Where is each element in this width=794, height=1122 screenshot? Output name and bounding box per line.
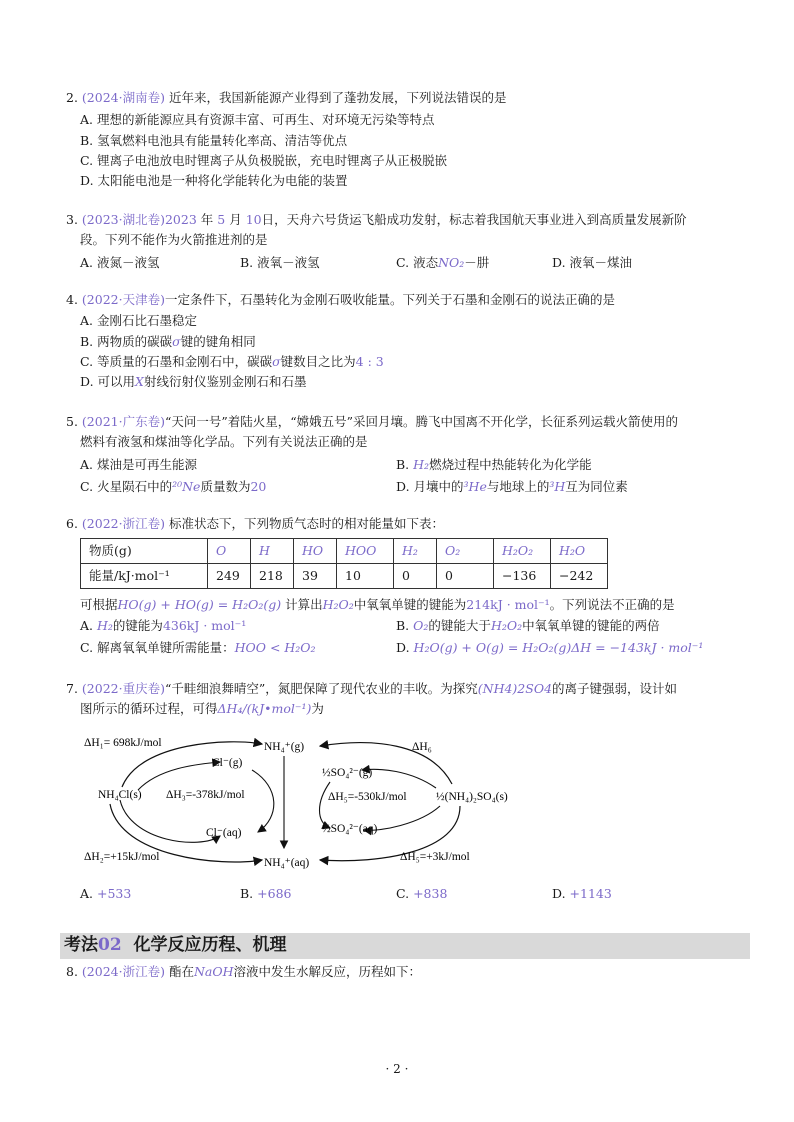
option-text: 的键能为: [112, 617, 163, 633]
year-number: 2023: [164, 212, 197, 227]
option-c: [396, 886, 447, 902]
question-6-stem: [66, 516, 746, 532]
question-source: (2024·湖南卷): [81, 90, 165, 105]
option-text: D. 月壤中的: [396, 478, 464, 494]
label-claq: Cl⁻(aq): [206, 827, 242, 839]
option-d: [396, 640, 703, 656]
option-c: [80, 479, 266, 495]
energy-table: [80, 538, 608, 589]
formula: H₂: [97, 617, 113, 633]
formula: (NH4)2SO4: [477, 681, 553, 696]
table-row: [81, 564, 608, 589]
table-cell: 218: [251, 564, 294, 589]
bond-energy: 436kJ · mol⁻¹: [162, 617, 247, 633]
label-so4aq: ½SO₄²⁻(aq): [322, 823, 378, 835]
arrow-nh4cl-claq: [120, 800, 220, 842]
option-text: 燃烧过程中热能转化为化学能: [429, 456, 592, 472]
option-d: [396, 479, 628, 495]
question-source: (2021·广东卷): [81, 414, 165, 429]
section-prefix: 考法: [64, 935, 98, 955]
option-label: A.: [80, 886, 94, 901]
table-cell: 物质(g): [81, 539, 208, 564]
label-dh5-mid: ΔH₅=-530kJ/mol: [328, 791, 407, 803]
formula: ³H: [549, 478, 566, 494]
question-source: (2022·重庆卷): [81, 681, 165, 696]
formula: ²⁰Ne: [172, 478, 201, 494]
formula: HOO < H₂O₂: [234, 639, 316, 655]
options-row-1: [66, 457, 746, 477]
options-row: [66, 255, 746, 275]
question-text: 酯在: [168, 964, 194, 979]
formula: NO₂: [438, 254, 465, 270]
question-number: 2.: [66, 90, 78, 105]
text: 计算出: [285, 597, 323, 613]
page-number: · 2 ·: [385, 1062, 409, 1076]
question-number: 5.: [66, 414, 78, 429]
option-text: C. 等质量的石墨和金刚石中，碳碳: [80, 353, 273, 369]
option-a: [80, 618, 246, 634]
option-text: C. 液态: [396, 254, 439, 270]
question-8-stem: [66, 964, 746, 980]
question-text: 近年来，我国新能源产业得到了蓬勃发展，下列说法错误的是: [168, 90, 507, 105]
option-text: 中氧氧单键的键能的两倍: [522, 617, 660, 633]
question-5: [66, 414, 746, 499]
option-text: B.: [396, 617, 410, 633]
question-source: (2022·天津卷): [81, 292, 165, 307]
option-a: A. 金刚石比石墨稳定: [80, 313, 197, 329]
question-number: 7.: [66, 681, 78, 696]
question-text: “千畦细浪舞晴空”，氮肥保障了现代农业的丰收。为探究: [164, 681, 478, 696]
section-header: [60, 933, 750, 959]
label-dh1: ΔH₁= 698kJ/mol: [84, 737, 162, 749]
formula: H₂O₂: [322, 597, 354, 613]
table-cell: 10: [337, 564, 394, 589]
question-number: 8.: [66, 964, 78, 979]
sigma-symbol: σ: [172, 333, 181, 349]
option-b: [396, 618, 660, 634]
table-cell: −136: [494, 564, 551, 589]
text: 可根据: [80, 597, 118, 613]
formula: ΔH₄/(kJ•mol⁻¹): [217, 701, 312, 717]
option-text: C. 火星陨石中的: [80, 478, 173, 494]
arrow-nh4cl-clg: [138, 762, 220, 790]
options-row-1: [66, 618, 746, 638]
table-cell: HOO: [337, 539, 394, 564]
option-text: 与地球上的: [486, 478, 550, 494]
formula: NaOH: [193, 964, 234, 979]
question-text: 图所示的循环过程，可得: [80, 701, 218, 717]
formula: H₂O₂: [490, 617, 523, 633]
text: 月: [229, 212, 242, 227]
label-dh2: ΔH₂=+15kJ/mol: [84, 851, 160, 863]
section-title-text: 化学反应历程、机理: [133, 935, 287, 955]
option-text: 键的键角相同: [180, 333, 256, 349]
table-cell: 能量/kJ·mol⁻¹: [81, 564, 208, 589]
option-text: －肼: [464, 254, 490, 270]
question-text: “天问一号”着陆火星，“嫦娥五号”采回月壤。腾飞中国离不开化学，长征系列运载火箭使用的: [164, 414, 679, 429]
table-cell: H₂: [394, 539, 437, 564]
question-text: 日，天舟六号货运飞船成功发射，标志着我国航天事业进入到高质量发展新阶: [261, 212, 687, 227]
table-header-row: [81, 539, 608, 564]
table-cell: HO: [294, 539, 337, 564]
question-7-stem: [66, 681, 746, 697]
label-dh6: ΔH₆: [412, 741, 432, 753]
table-cell: 0: [437, 564, 494, 589]
option-b: B. 氢氧燃料电池具有能量转化率高、清洁等优点: [80, 132, 348, 148]
arrow-so4g: [362, 769, 436, 788]
question-5-stem: [66, 414, 746, 430]
option-a: A. 理想的新能源应具有资源丰富、可再生、对环境无污染等特点: [80, 112, 435, 128]
ratio: 4 : 3: [355, 353, 384, 369]
label-dh5: ΔH₅=+3kJ/mol: [400, 851, 470, 863]
option-text: 质量数为: [200, 478, 251, 494]
option-label: C.: [396, 886, 410, 901]
question-3: [66, 212, 746, 275]
question-4: [66, 292, 746, 390]
option-d: D. 液氧－煤油: [552, 254, 633, 270]
section-title: [64, 934, 287, 956]
option-text: B.: [396, 456, 410, 472]
question-7-options: [66, 886, 746, 906]
label-dh3: ΔH₃=-378kJ/mol: [166, 789, 245, 801]
month-number: 5: [217, 212, 226, 227]
label-so4g: ½SO₄²⁻(g): [322, 767, 373, 779]
question-7: [66, 681, 746, 718]
table-cell: H₂O: [551, 539, 608, 564]
label-nh4aq: NH₄⁺(aq): [264, 857, 310, 869]
option-value: +533: [97, 886, 132, 901]
option-text: 的键能大于: [428, 617, 491, 633]
text: 。下列说法不正确的是: [549, 597, 675, 613]
question-3-stem-line-2: 段。下列不能作为火箭推进剂的是: [80, 232, 268, 248]
day-number: 10: [245, 212, 262, 227]
table-cell: 39: [294, 564, 337, 589]
option-c: [66, 354, 746, 370]
arrow-dh5mid: [320, 782, 331, 828]
option-b: [396, 457, 592, 473]
question-source: (2022·浙江卷): [81, 516, 165, 531]
sigma-symbol: σ: [272, 353, 281, 369]
option-a: [80, 886, 131, 902]
option-text: B. 两物质的碳碳: [80, 333, 173, 349]
formula: O₂: [413, 617, 429, 633]
option-label: D.: [552, 886, 566, 901]
label-nh42so4: ½(NH₄)₂SO₄(s): [436, 791, 508, 803]
option-text: D. 可以用: [80, 374, 136, 389]
option-c: [396, 255, 489, 271]
option-value: +686: [257, 886, 292, 901]
question-text: 一定条件下，石墨转化为金刚石吸收能量。下列关于石墨和金刚石的说法正确的是: [164, 292, 615, 307]
option-d: [66, 374, 746, 390]
option-text: A.: [80, 617, 94, 633]
option-text: 互为同位素: [565, 478, 628, 494]
table-cell: O₂: [437, 539, 494, 564]
formula: ³He: [463, 478, 487, 494]
option-c: [80, 640, 316, 656]
options-row-2: [66, 479, 746, 499]
question-2-stem: [66, 90, 746, 106]
option-text: D.: [396, 639, 410, 655]
thermochemical-cycle-diagram: [80, 732, 540, 872]
formula: X: [135, 374, 144, 389]
question-4-stem: [66, 292, 746, 308]
question-text: 标准状态下，下列物质气态时的相对能量如下表：: [168, 516, 444, 531]
option-text: 射线衍射仪鉴别金刚石和石墨: [143, 374, 307, 389]
label-nh4g: NH₄⁺(g): [264, 741, 305, 753]
section-number: 02: [98, 935, 122, 955]
question-5-stem-line-2: 燃料有液氢和煤油等化学品。下列有关说法正确的是: [80, 434, 368, 450]
table-cell: H: [251, 539, 294, 564]
option-value: +1143: [569, 886, 612, 901]
question-text: 溶液中发生水解反应，历程如下：: [233, 964, 422, 979]
option-text: C. 解离氧氧单键所需能量：: [80, 639, 235, 655]
question-number: 3.: [66, 212, 78, 227]
option-a: A. 液氮－液氢: [80, 254, 160, 270]
text: 年: [200, 212, 214, 227]
question-number: 6.: [66, 516, 78, 531]
question-source: (2024·浙江卷): [81, 964, 165, 979]
question-6: [66, 516, 746, 660]
question-text: 的离子键强弱，设计如: [552, 681, 678, 696]
arrow-dh3: [252, 770, 274, 832]
mass-number: 20: [250, 478, 267, 494]
question-3-stem: [66, 212, 746, 228]
option-value: +838: [413, 886, 448, 901]
option-text: 键数目之比为: [280, 353, 356, 369]
label-clg: Cl⁻(g): [212, 757, 243, 769]
table-cell: 249: [208, 564, 251, 589]
question-text: 为: [311, 701, 324, 717]
bond-energy: 214kJ · mol⁻¹: [466, 597, 550, 613]
formula: H₂: [413, 456, 430, 472]
table-cell: 0: [394, 564, 437, 589]
question-2: [66, 90, 746, 189]
option-b: [66, 334, 746, 350]
question-7-stem-line-2: [66, 701, 746, 717]
option-c: C. 锂离子电池放电时锂离子从负极脱嵌，充电时锂离子从正极脱嵌: [80, 152, 448, 168]
option-d: [552, 886, 612, 902]
question-number: 4.: [66, 292, 78, 307]
question-8: [66, 964, 746, 980]
option-a: A. 煤油是可再生能源: [80, 456, 197, 472]
options-row-2: [66, 640, 746, 660]
question-6-text: [66, 597, 746, 613]
equation: H₂O(g) + O(g) = H₂O₂(g)ΔH = −143kJ · mol⁻¹: [413, 639, 704, 655]
option-b: B. 液氧－液氢: [240, 254, 320, 270]
text: 中氧氧单键的键能为: [353, 597, 467, 613]
table-cell: H₂O₂: [494, 539, 551, 564]
equation: HO(g) + HO(g) = H₂O₂(g): [117, 597, 282, 613]
option-b: [240, 886, 292, 902]
label-nh4cl: NH₄Cl(s): [98, 789, 142, 801]
option-d: D. 太阳能电池是一种将化学能转化为电能的装置: [80, 173, 348, 188]
table-cell: −242: [551, 564, 608, 589]
question-source: (2023·湖北卷): [81, 212, 165, 227]
table-cell: O: [208, 539, 251, 564]
option-label: B.: [240, 886, 254, 901]
